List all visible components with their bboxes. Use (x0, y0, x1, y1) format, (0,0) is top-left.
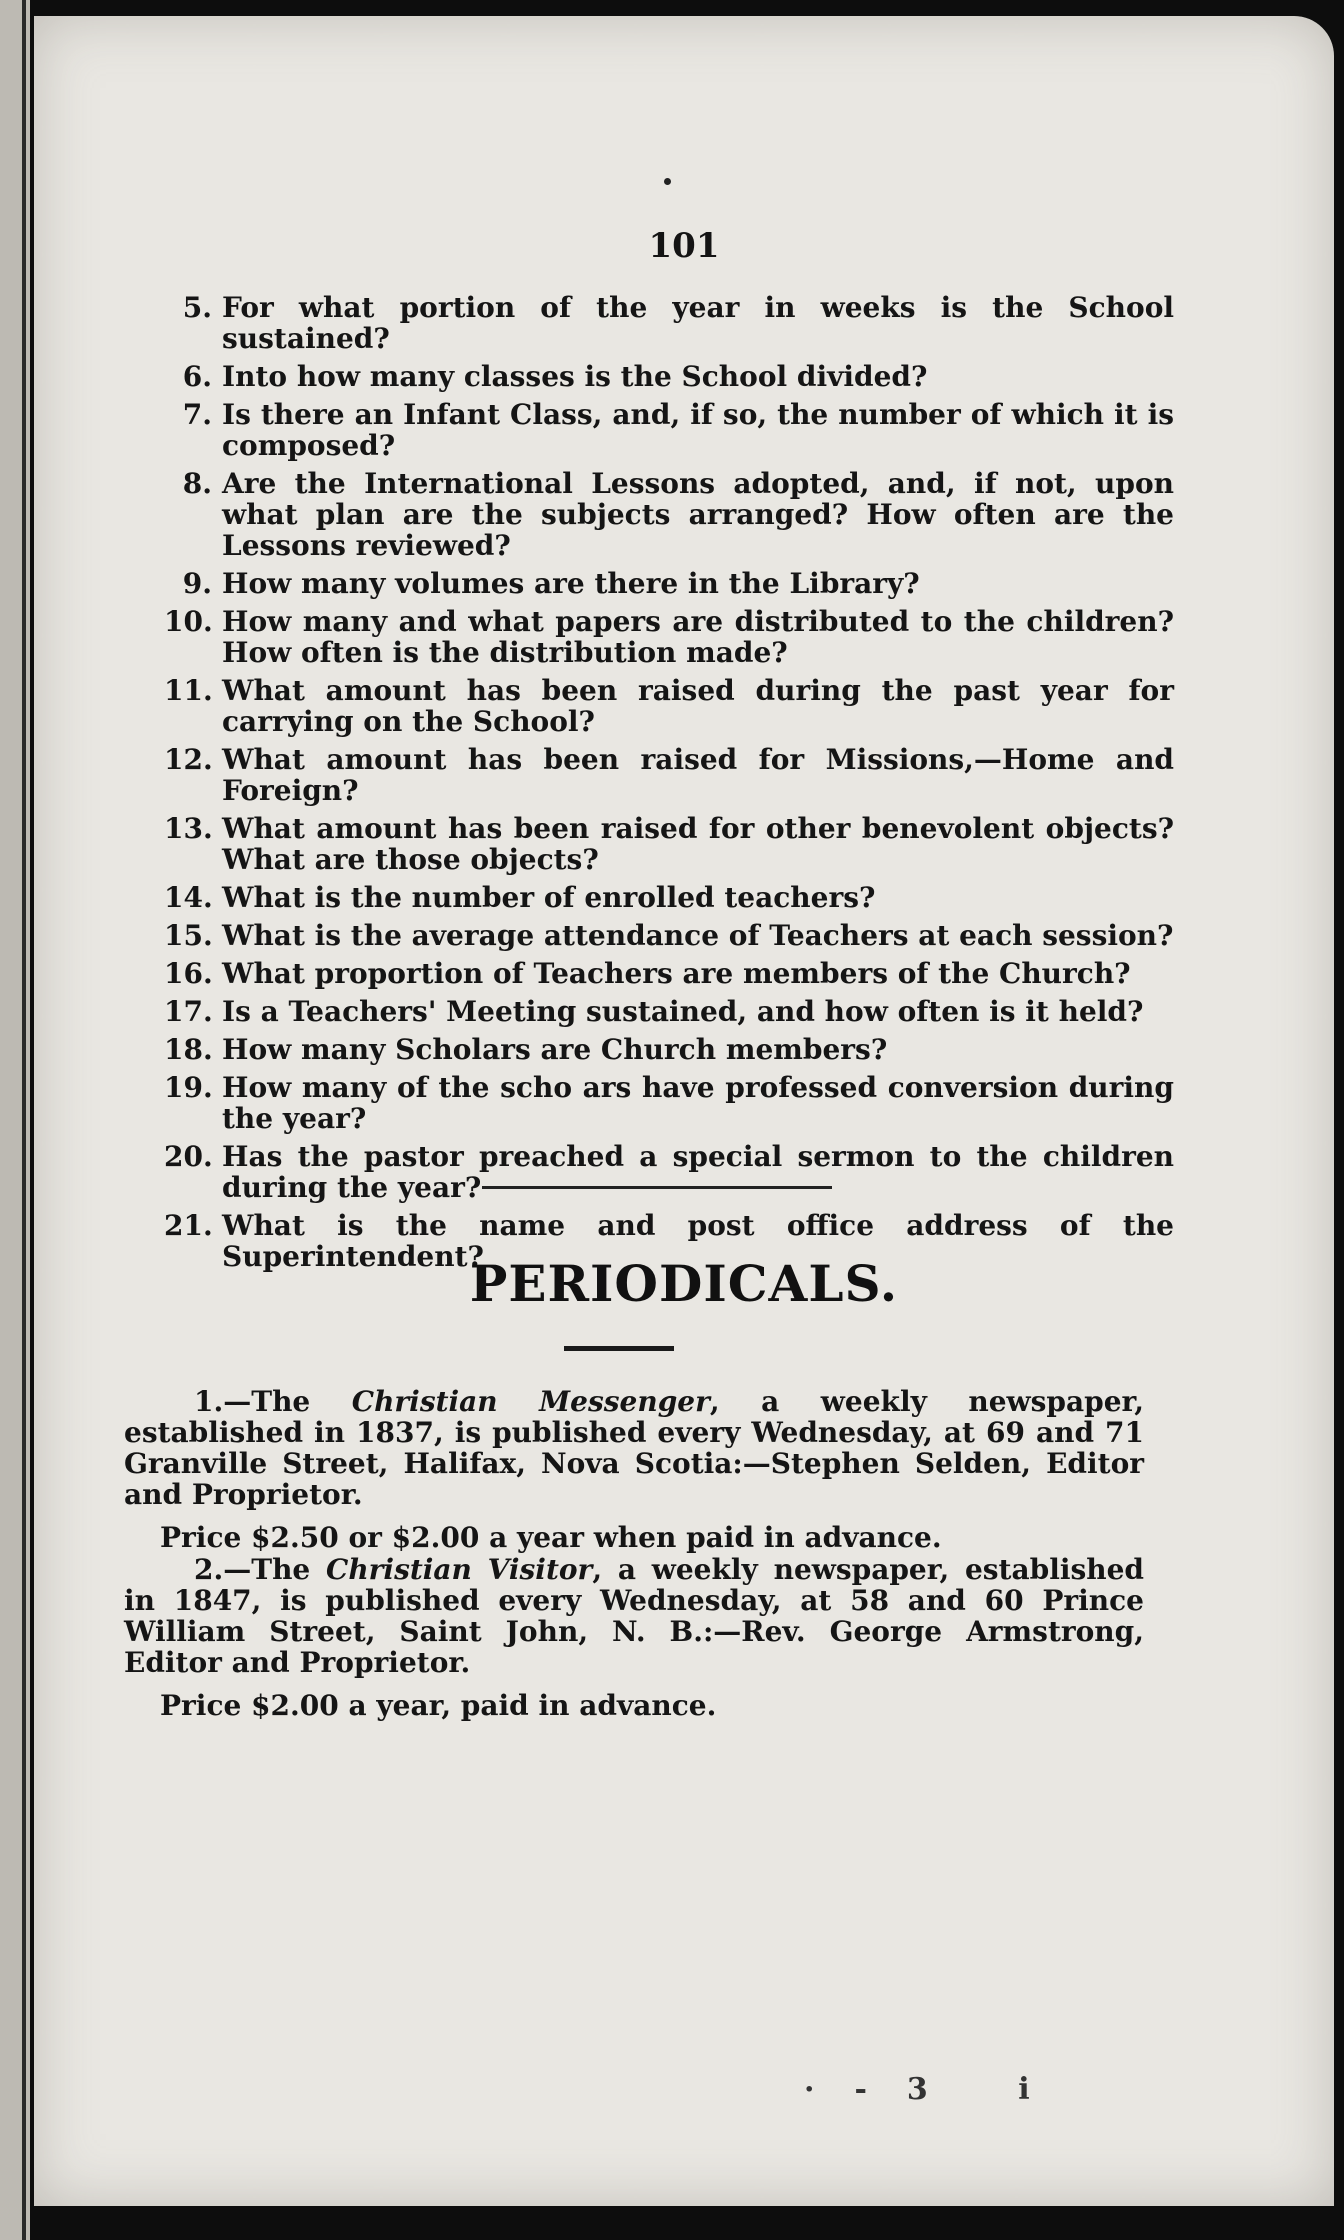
question-text: What amount has been raised for other benevolent objects? What are those objects? (222, 812, 1174, 876)
question-text: What is the name and post office address of the Superintendent? (222, 1209, 1174, 1273)
section-divider (482, 1186, 832, 1189)
question-item (164, 468, 1174, 561)
page-number: 101 (648, 226, 720, 266)
question-text: For what portion of the year in weeks is the School sustained? (222, 291, 1174, 355)
question-text: What amount has been raised during the past year for carrying on the School? (222, 674, 1174, 738)
question-item (164, 1141, 1174, 1203)
question-number: 19. (164, 1071, 213, 1104)
periodical-lead: 1.—The (194, 1385, 352, 1418)
periodical-body: , a weekly newspaper, established in 1847, is published every Wednesday, at 58 and 60 Prince William Street, Saint John, N. B.:—Rev. George Armstrong, Editor and Proprietor. (124, 1553, 1144, 1679)
question-text: Has the pastor preached a special sermon to the children during the year? (222, 1140, 1174, 1204)
question-number: 9. (182, 567, 212, 600)
question-item (164, 1072, 1174, 1134)
periodical-title: Christian Visitor (326, 1553, 593, 1586)
periodical-price: Price $2.50 or $2.00 a year when paid in advance. (160, 1521, 942, 1554)
question-item (164, 361, 1174, 392)
periodical-entry (124, 1386, 1144, 1553)
binding-edge (22, 0, 26, 2240)
question-text: Is there an Infant Class, and, if so, the number of which it is composed? (222, 398, 1174, 462)
question-text: Is a Teachers' Meeting sustained, and how often is it held? (222, 995, 1144, 1028)
question-text: How many volumes are there in the Library? (222, 567, 920, 600)
question-text: What proportion of Teachers are members of the Church? (222, 957, 1131, 990)
question-item (164, 606, 1174, 668)
question-number: 14. (164, 881, 213, 914)
question-text: How many and what papers are distributed to the children? How often is the distribution made? (222, 605, 1174, 669)
heading-underline (564, 1346, 674, 1351)
periodical-lead: 2.—The (194, 1553, 327, 1586)
question-number: 5. (182, 291, 212, 324)
periodical-body: , a weekly newspaper, established in 1837, is published every Wednesday, at 69 and 71 Granville Street, Halifax, Nova Scotia:—Stephen Selden, Editor and Proprietor. (124, 1385, 1144, 1511)
question-number: 12. (164, 743, 213, 776)
scan-marks: ·-3 i (804, 2072, 1070, 2107)
periodical-entry (124, 1554, 1144, 1721)
question-text: How many Scholars are Church members? (222, 1033, 888, 1066)
question-text: What amount has been raised for Missions,—Home and Foreign? (222, 743, 1174, 807)
question-text: Into how many classes is the School divided? (222, 360, 928, 393)
question-text: What is the number of enrolled teachers? (222, 881, 876, 914)
question-number: 17. (164, 995, 213, 1028)
question-item (164, 675, 1174, 737)
question-list (164, 292, 1174, 1279)
book-page (34, 16, 1334, 2206)
question-item (164, 996, 1174, 1027)
question-text: What is the average attendance of Teachers at each session? (222, 919, 1174, 952)
periodical-description (124, 1386, 1144, 1510)
question-item (164, 399, 1174, 461)
question-text: How many of the scho ars have professed conversion during the year? (222, 1071, 1174, 1135)
question-number: 7. (182, 398, 212, 431)
question-number: 13. (164, 812, 213, 845)
question-item (164, 1034, 1174, 1065)
question-item (164, 292, 1174, 354)
question-number: 18. (164, 1033, 213, 1066)
question-item (164, 958, 1174, 989)
periodical-price: Price $2.00 a year, paid in advance. (160, 1689, 717, 1722)
question-number: 11. (164, 674, 213, 707)
question-number: 15. (164, 919, 213, 952)
question-item (164, 920, 1174, 951)
section-heading: PERIODICALS. (469, 1254, 899, 1313)
question-item (164, 744, 1174, 806)
question-text: Are the International Lessons adopted, and, if not, upon what plan are the subjects arranged? How often are the Lessons reviewed? (222, 467, 1174, 562)
periodical-description (124, 1554, 1144, 1678)
question-number: 16. (164, 957, 213, 990)
question-item (164, 882, 1174, 913)
question-number: 20. (164, 1140, 213, 1173)
question-number: 21. (164, 1209, 213, 1242)
question-number: 8. (182, 467, 212, 500)
periodical-title: Christian Messenger (351, 1385, 710, 1418)
question-number: 10. (164, 605, 213, 638)
question-number: 6. (182, 360, 212, 393)
ink-dot (664, 178, 671, 185)
question-item (164, 568, 1174, 599)
question-item (164, 813, 1174, 875)
